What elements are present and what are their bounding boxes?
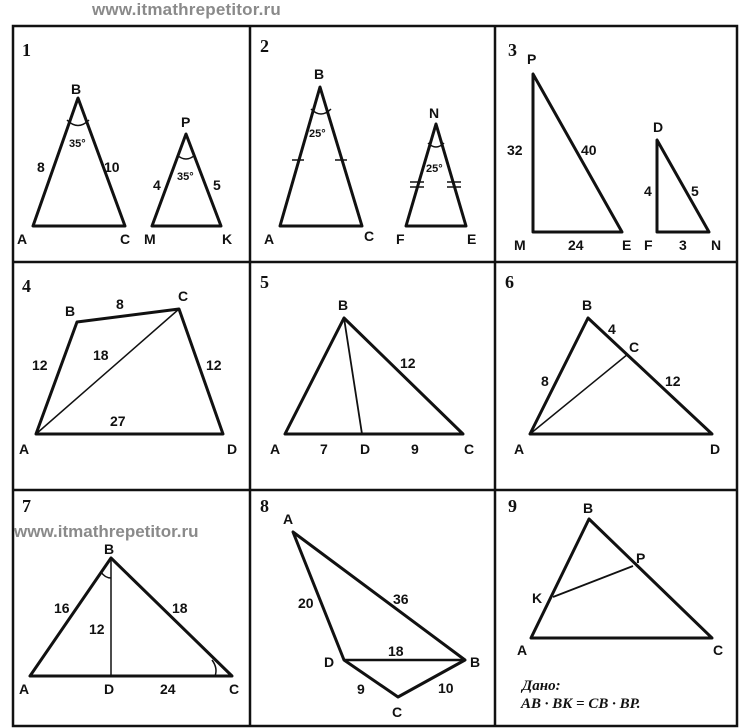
cell-9 [508,496,723,712]
vertex-label: N [711,237,722,253]
cell-number: 1 [22,40,31,60]
watermark-middle[interactable]: www.itmathrepetitor.ru [14,522,199,541]
vertex-label: D [324,654,335,670]
cell-6 [505,272,720,457]
side-length: 5 [213,177,221,193]
vertex-label: A [270,441,281,457]
side-length: 4 [153,177,161,193]
watermark-top[interactable]: www.itmathrepetitor.ru [92,0,281,19]
vertex-label: K [532,590,543,606]
vertex-label: N [429,105,440,121]
vertex-label: M [144,231,156,247]
side-length: 36 [393,591,409,607]
figure-adbc [293,532,465,697]
side-length: 24 [160,681,176,697]
vertex-label: D [104,681,115,697]
triangle-abc [280,87,362,226]
side-length: 18 [93,347,109,363]
vertex-label: P [636,550,646,566]
vertex-label: M [514,237,526,253]
vertex-label: P [181,114,191,130]
side-length: 7 [320,441,328,457]
side-length: 16 [54,600,70,616]
vertex-label: A [514,441,525,457]
triangle-abc [285,318,463,434]
cell-number: 7 [22,496,31,516]
vertex-label: A [17,231,28,247]
vertex-label: C [178,288,189,304]
side-length: 3 [679,237,687,253]
side-length: 4 [608,321,616,337]
side-length: 12 [32,357,48,373]
vertex-label: D [360,441,371,457]
vertex-label: B [338,297,349,313]
side-length: 4 [644,183,652,199]
vertex-label: D [653,119,664,135]
side-length: 40 [581,142,597,158]
side-length: 24 [568,237,584,253]
cell-4 [19,276,237,457]
vertex-label: C [364,228,375,244]
cell-2 [260,36,476,247]
side-length: 20 [298,595,314,611]
vertex-label: B [582,297,593,313]
side-length: 12 [665,373,681,389]
side-length: 9 [411,441,419,457]
side-length: 8 [541,373,549,389]
given-formula: AB · BK = CB · BP. [521,696,641,712]
cell-number: 8 [260,496,269,516]
vertex-label: B [65,303,76,319]
cell-number: 2 [260,36,269,56]
vertex-label: B [583,500,594,516]
side-length: 12 [89,621,105,637]
cell-number: 9 [508,496,517,516]
vertex-label: B [71,81,82,97]
angle-label: 35° [177,171,194,183]
triangle-abc [531,519,712,638]
angle-label: 35° [69,138,86,150]
cell-1 [17,40,232,247]
vertex-label: P [527,51,537,67]
cell-number: 4 [22,276,31,296]
vertex-label: F [396,231,405,247]
side-length: 9 [357,681,365,697]
cell-3 [507,40,721,253]
triangle-fne [406,124,466,226]
vertex-label: B [314,66,325,82]
grid [13,26,737,726]
vertex-label: D [710,441,721,457]
vertex-label: F [644,237,653,253]
cell-8 [260,496,480,720]
vertex-label: C [713,642,724,658]
side-length: 10 [104,159,120,175]
cell-number: 3 [508,40,517,60]
side-length: 10 [438,680,454,696]
side-length: 8 [37,159,45,175]
given-title: Дано: [522,678,561,694]
cell-5 [260,272,474,457]
vertex-label: E [467,231,477,247]
side-length: 32 [507,142,523,158]
vertex-label: K [222,231,233,247]
cell-number: 5 [260,272,269,292]
side-length: 12 [400,355,416,371]
vertex-label: C [392,704,403,720]
vertex-label: E [622,237,632,253]
vertex-label: D [227,441,238,457]
angle-label: 25° [426,163,443,175]
vertex-label: C [229,681,240,697]
side-length: 27 [110,413,126,429]
vertex-label: A [264,231,275,247]
vertex-label: C [629,339,640,355]
side-length: 18 [388,643,404,659]
vertex-label: A [283,511,294,527]
grid-border [13,26,737,726]
cell-number: 6 [505,272,514,292]
vertex-label: A [517,642,528,658]
triangle-abc [30,558,232,676]
quadrilateral-abcd [36,309,223,434]
triangle-abd [530,318,712,434]
vertex-label: C [120,231,131,247]
vertex-label: A [19,681,30,697]
vertex-label: B [470,654,481,670]
side-length: 12 [206,357,222,373]
triangle-pme [533,74,622,232]
vertex-label: B [104,541,115,557]
vertex-label: C [464,441,475,457]
vertex-label: A [19,441,30,457]
side-length: 5 [691,183,699,199]
side-length: 8 [116,296,124,312]
side-length: 18 [172,600,188,616]
angle-label: 25° [309,128,326,140]
triangle-dfn [657,140,709,232]
